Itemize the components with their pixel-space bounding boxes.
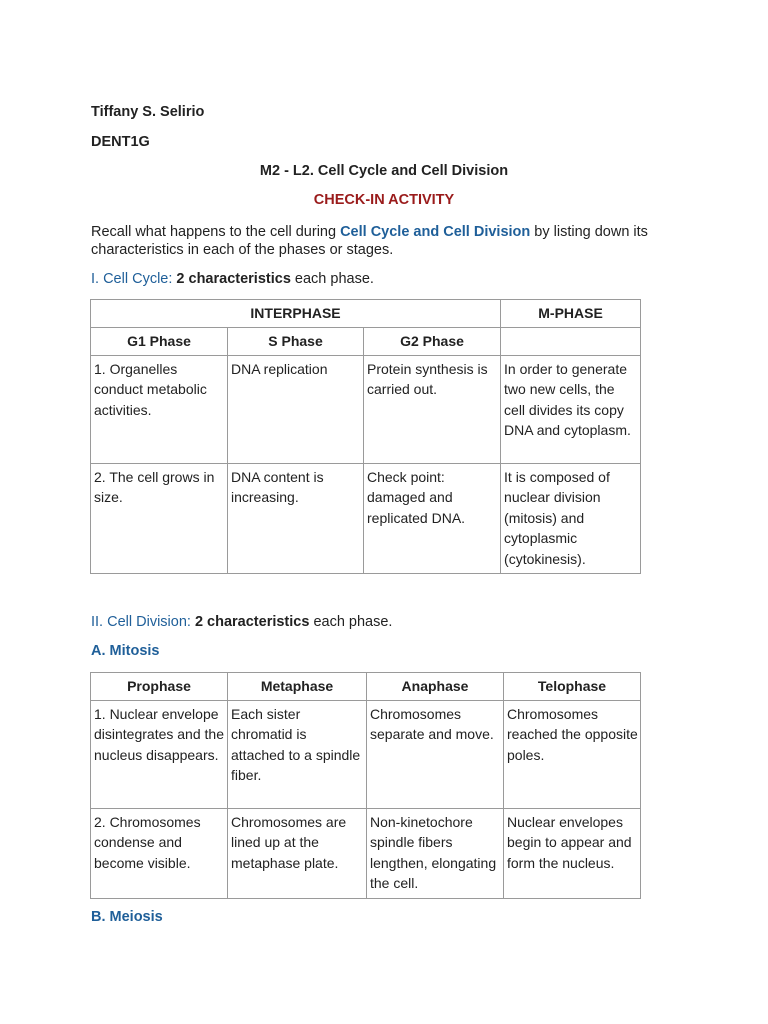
section-cell-cycle-bold: 2 characteristics [176, 271, 291, 287]
column-header: G1 Phase [91, 328, 228, 356]
subsection-meiosis: B. Meiosis [91, 909, 163, 925]
section-cell-cycle-label: I. Cell Cycle: [91, 271, 173, 287]
column-header: Metaphase [228, 673, 367, 701]
intro-text-start: Recall what happens to the cell during [91, 224, 341, 240]
table-cell: Each sister chromatid is attached to a spindle fiber. [228, 700, 367, 808]
column-header: Prophase [91, 673, 228, 701]
table-cell: Chromosomes reached the opposite poles. [504, 700, 641, 808]
table-cell: Chromosomes are lined up at the metaphase plate. [228, 808, 367, 898]
table-cell: DNA replication [228, 355, 364, 463]
table-cell: Nuclear envelopes begin to appear and form the nucleus. [504, 808, 641, 898]
table-cell: 2. The cell grows in size. [91, 463, 228, 574]
table-cell: Chromosomes separate and move. [367, 700, 504, 808]
section-cell-division-bold: 2 characteristics [194, 614, 310, 630]
table-cell: Non-kinetochore spindle fibers lengthen, elongating the cell. [367, 808, 504, 898]
table-cell: In order to generate two new cells, the cell divides its copy DNA and cytoplasm. [501, 355, 641, 463]
table-cell: DNA content is increasing. [228, 463, 364, 574]
table-row [91, 355, 641, 463]
table-cell: It is composed of nuclear division (mitosis) and cytoplasmic (cytokinesis). [501, 463, 641, 574]
cell-cycle-table [90, 299, 641, 574]
intro-highlight: Cell Cycle and Cell Division [340, 224, 531, 240]
mitosis-table [90, 672, 641, 899]
table-cell: Protein synthesis is carried out. [364, 355, 501, 463]
interphase-header: INTERPHASE [91, 300, 501, 328]
table-row [91, 808, 641, 898]
table-cell: Check point: damaged and replicated DNA. [364, 463, 501, 574]
table-row [91, 673, 641, 701]
document-subtitle: CHECK-IN ACTIVITY [313, 192, 455, 208]
student-class: DENT1G [91, 134, 150, 150]
table-row [91, 300, 641, 328]
column-header [501, 328, 641, 356]
column-header: Telophase [504, 673, 641, 701]
table-cell: 1. Organelles conduct metabolic activities. [91, 355, 228, 463]
table-row [91, 328, 641, 356]
section-cell-cycle-rest: each phase. [290, 271, 374, 287]
section-cell-division-label: II. Cell Division: [91, 614, 191, 630]
m-phase-header: M-PHASE [501, 300, 641, 328]
table-cell: 1. Nuclear envelope disintegrates and the nucleus disappears. [91, 700, 228, 808]
intro-paragraph [91, 223, 681, 259]
section-cell-division-heading [91, 614, 392, 630]
table-row [91, 463, 641, 574]
column-header: Anaphase [367, 673, 504, 701]
section-cell-cycle-heading [91, 271, 374, 287]
table-cell: 2. Chromosomes condense and become visible. [91, 808, 228, 898]
column-header: S Phase [228, 328, 364, 356]
column-header: G2 Phase [364, 328, 501, 356]
intro-text-end: by listing down its characteristics in each of the phases or stages. [91, 224, 648, 258]
student-name: Tiffany S. Selirio [91, 104, 205, 120]
section-cell-division-rest: each phase. [309, 614, 393, 630]
subsection-mitosis: A. Mitosis [91, 643, 160, 659]
document-title: M2 - L2. Cell Cycle and Cell Division [259, 163, 509, 179]
table-row [91, 700, 641, 808]
